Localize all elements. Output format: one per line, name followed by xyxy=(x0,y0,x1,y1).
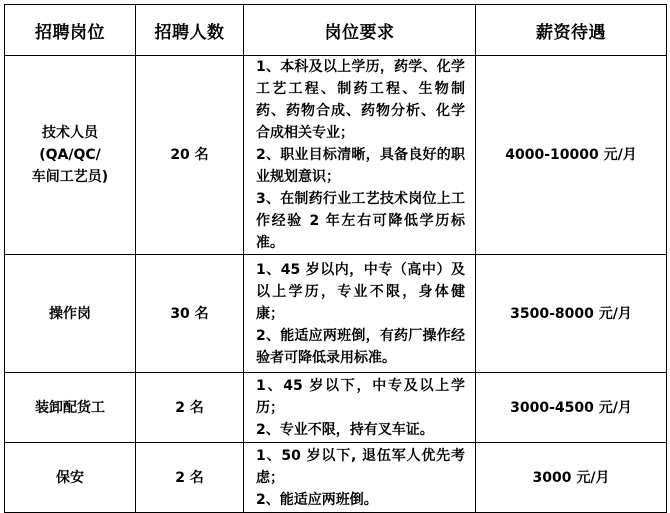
count-cell: 20 名 xyxy=(136,56,244,255)
position-name: 保安 xyxy=(56,469,84,486)
table-row-operator xyxy=(5,255,667,373)
salary-cell: 3000-4500 元/月 xyxy=(476,373,667,443)
count-cell: 30 名 xyxy=(136,255,244,373)
requirement-item: 2、能适应两班倒。 xyxy=(256,491,378,508)
requirement-item: 1、45 岁以下，中专及以上学历； xyxy=(256,377,465,416)
requirement-item: 1、50 岁以下, 退伍军人优先考虑； xyxy=(256,447,465,486)
header-salary: 薪资待遇 xyxy=(476,5,667,56)
requirement-item: 1、本科及以上学历，药学、化学工艺工程、制药工程、生物制药、药物合成、药物分析、化学合成相关专业； xyxy=(256,59,465,141)
header-requirements: 岗位要求 xyxy=(244,5,476,56)
position-cell xyxy=(5,56,136,255)
position-cell xyxy=(5,443,136,513)
position-name: 技术人员 xyxy=(42,125,98,141)
position-name: 操作岗 xyxy=(49,305,91,322)
position-name-line-2: (QA/QC/ xyxy=(39,147,101,163)
position-cell xyxy=(5,373,136,443)
requirement-item: 2、能适应两班倒，有药厂操作经验者可降低录用标准。 xyxy=(256,327,465,366)
table-row-security xyxy=(5,443,667,513)
count-cell: 2 名 xyxy=(136,373,244,443)
table-row-technician xyxy=(5,56,667,255)
requirements-cell xyxy=(244,373,476,443)
recruitment-table-container xyxy=(4,4,666,508)
requirements-cell xyxy=(244,443,476,513)
requirement-item: 1、45 岁以内，中专（高中）及以上学历，专业不限，身体健康； xyxy=(256,261,465,322)
requirements-cell xyxy=(244,56,476,255)
salary-cell: 3000 元/月 xyxy=(476,443,667,513)
requirement-item: 2、职业目标清晰，具备良好的职业规划意识； xyxy=(256,147,465,185)
position-name-line-3: 车间工艺员) xyxy=(31,169,109,185)
requirement-item: 2、专业不限，持有叉车证。 xyxy=(256,421,434,438)
count-cell: 2 名 xyxy=(136,443,244,513)
header-count: 招聘人数 xyxy=(136,5,244,56)
position-name: 装卸配货工 xyxy=(35,399,105,416)
salary-cell: 3500-8000 元/月 xyxy=(476,255,667,373)
salary-cell: 4000-10000 元/月 xyxy=(476,56,667,255)
requirements-cell xyxy=(244,255,476,373)
recruitment-table xyxy=(4,4,667,513)
requirement-item: 3、在制药行业工艺技术岗位上工作经验 2 年左右可降低学历标准。 xyxy=(256,191,465,251)
table-row-loader xyxy=(5,373,667,443)
header-position: 招聘岗位 xyxy=(5,5,136,56)
position-cell xyxy=(5,255,136,373)
table-header-row xyxy=(5,5,667,56)
